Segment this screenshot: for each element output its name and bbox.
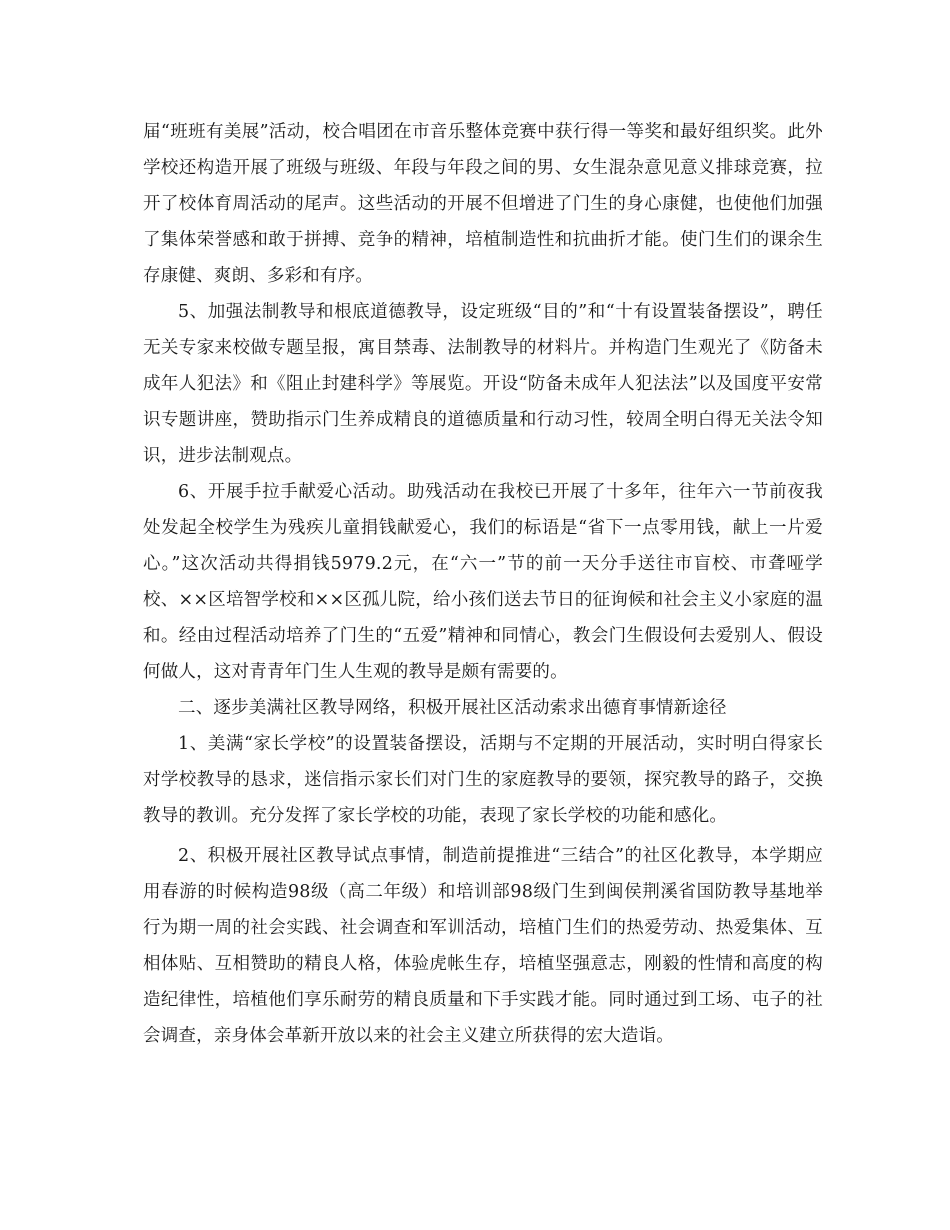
- paragraph-3: 6、开展手拉手献爱心活动。助残活动在我校已开展了十多年，往年六一节前夜我处发起全校学生为残疾儿童捐钱献爱心，我们的标语是“省下一点零用钱，献上一片爱心。”这次活动共得捐钱5979.2元，在“六一”节的前一天分手送往市盲校、市聋哑学校、××区培智学校和××区孤儿院，给小孩们送去节日的征询候和社会主义小家庭的温和。经由过程活动培养了门生的“五爱”精神和同情心，教会门生假设何去爱别人、假设何做人，这对青青年门生人生观的教导是颇有需要的。: [143, 482, 823, 682]
- paragraph-1: 届“班班有美展”活动，校合唱团在市音乐整体竞赛中获行得一等奖和最好组织奖。此外学校还构造开展了班级与班级、年段与年段之间的男、女生混杂意见意义排球竞赛，拉开了校体育周活动的尾声。这些活动的开展不但增进了门生的身心康健，也使他们加强了集体荣誉感和敢于拼搏、竞争的精神，培植制造性和抗曲折才能。使门生们的课余生存康健、爽朗、多彩和有序。: [143, 122, 823, 286]
- paragraph-5: 2、积极开展社区教导试点事情，制造前提推进“三结合”的社区化教导，本学期应用春游的时候构造98级（高二年级）和培训部98级门生到闽侯荆溪省国防教导基地举行为期一周的社会实践、社会调查和军训活动，培植门生们的热爱劳动、热爱集体、互相体贴、互相赞助的精良人格，体验虎帐生存，培植坚强意志，刚毅的性情和高度的构造纪律性，培植他们享乐耐劳的精良质量和下手实践才能。同时通过到工场、屯子的社会调查，亲身体会革新开放以来的社会主义建立所获得的宏大造诣。: [143, 846, 823, 1046]
- section-heading: 二、逐步美满社区教导网络，积极开展社区活动索求出德育事情新途径: [178, 698, 727, 718]
- document-body: [143, 114, 823, 1054]
- paragraph-4: 1、美满“家长学校”的设置装备摆设，活期与不定期的开展活动，实时明白得家长对学校教导的恳求，迷信指示家长们对门生的家庭教导的要领，探究教导的路子，交换教导的教训。充分发挥了家长学校的功能，表现了家长学校的功能和感化。: [143, 734, 823, 826]
- paragraph-2: 5、加强法制教导和根底道德教导，设定班级“目的”和“十有设置装备摆设”，聘任无关专家来校做专题呈报，寓目禁毒、法制教导的材料片。并构造门生观光了《防备未成年人犯法》和《阻止封建科学》等展览。开设“防备未成年人犯法法”以及国度平安常识专题讲座，赞助指示门生养成精良的道德质量和行动习性，较周全明白得无关法令知识，进步法制观点。: [143, 302, 823, 466]
